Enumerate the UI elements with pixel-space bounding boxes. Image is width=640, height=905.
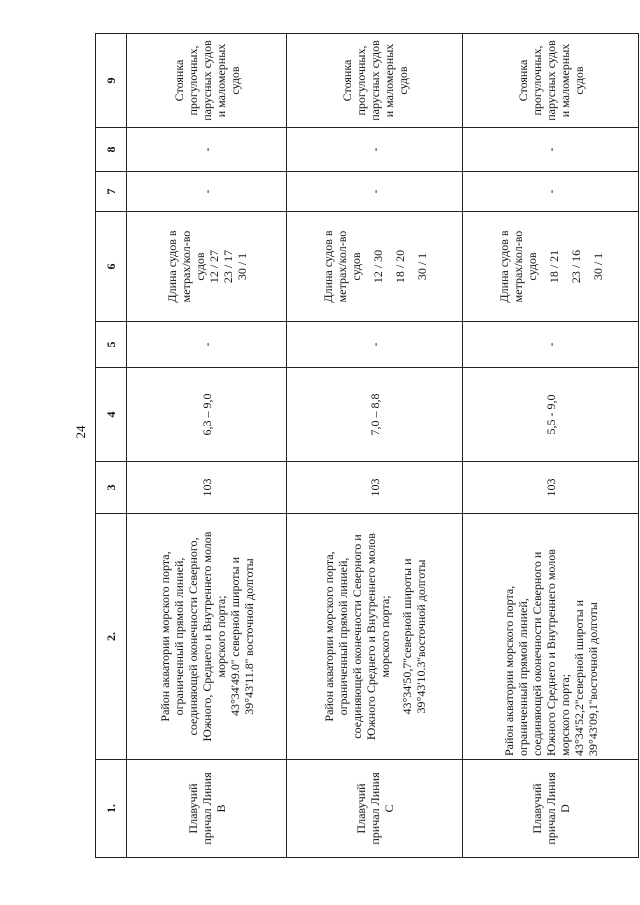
page-number: 24 bbox=[73, 425, 88, 439]
berth-name-cell: Плавучий причал Линия В bbox=[127, 760, 287, 858]
purpose-cell: Стоянка прогулочных, парусных судов и маломерных судов bbox=[127, 34, 287, 128]
column-header: 7 bbox=[96, 172, 127, 212]
column-header: 3 bbox=[96, 462, 127, 514]
header-row bbox=[96, 34, 127, 858]
col8-cell: - bbox=[463, 128, 639, 172]
column-header: 6 bbox=[96, 212, 127, 322]
col5-cell: - bbox=[287, 322, 463, 368]
harbor-table bbox=[95, 33, 639, 858]
col7-cell: - bbox=[463, 172, 639, 212]
col3-cell: 103 bbox=[287, 462, 463, 514]
vessel-length-cell: Длина судов в метрах/кол-во судов 18 / 21 23 / 16 30 / 1 bbox=[463, 212, 639, 322]
depth-range-cell: 5,5 - 9,0 bbox=[463, 368, 639, 462]
column-header: 9 bbox=[96, 34, 127, 128]
col8-cell: - bbox=[287, 128, 463, 172]
table-row bbox=[463, 34, 639, 858]
col7-cell: - bbox=[287, 172, 463, 212]
berth-name-cell: Плавучий причал Линия D bbox=[463, 760, 639, 858]
berth-name-cell: Плавучий причал Линия С bbox=[287, 760, 463, 858]
column-header: 4 bbox=[96, 368, 127, 462]
area-description-cell: Район акватории морского порта, ограниченный прямой линией, соединяющей оконечности Северного и Южного Среднего и Внутреннего молов морского порта; 43°34'52,2''северной широты и 39°43'09,1''восточной долготы bbox=[463, 514, 639, 760]
col5-cell: - bbox=[463, 322, 639, 368]
col5-cell: - bbox=[127, 322, 287, 368]
col3-cell: 103 bbox=[127, 462, 287, 514]
column-header: 1. bbox=[96, 760, 127, 858]
col7-cell: - bbox=[127, 172, 287, 212]
col3-cell: 103 bbox=[463, 462, 639, 514]
area-description-cell: Район акватории морского порта, ограниченный прямой линией, соединяющей оконечности Северного, Южного, Среднего и Внутреннего молов морского порта; 43°34'49.0'' северной широты и 39°43'11.8'' восточной долготы bbox=[127, 514, 287, 760]
table-row bbox=[287, 34, 463, 858]
vessel-length-cell: Длина судов в метрах/кол-во судов 12 / 27 23 / 17 30 / 1 bbox=[127, 212, 287, 322]
table-row bbox=[127, 34, 287, 858]
purpose-cell: Стоянка прогулочных, парусных судов и маломерных судов bbox=[287, 34, 463, 128]
column-header: 5 bbox=[96, 322, 127, 368]
column-header: 2. bbox=[96, 514, 127, 760]
purpose-cell: Стоянка прогулочных, парусных судов и маломерных судов bbox=[463, 34, 639, 128]
column-header: 8 bbox=[96, 128, 127, 172]
depth-range-cell: 6,3 – 9,0 bbox=[127, 368, 287, 462]
rotated-table-sheet bbox=[95, 34, 639, 858]
vessel-length-cell: Длина судов в метрах/кол-во судов 12 / 30 18 / 20 30 / 1 bbox=[287, 212, 463, 322]
area-description-cell: Район акватории морского порта, ограниченный прямой линией, соединяющей оконечности Северного и Южного Среднего и Внутреннего молов морского порта; 43°34'50,7''северной широты и 39°43'10.3''восточной долготы bbox=[287, 514, 463, 760]
col8-cell: - bbox=[127, 128, 287, 172]
depth-range-cell: 7,0 – 8,8 bbox=[287, 368, 463, 462]
